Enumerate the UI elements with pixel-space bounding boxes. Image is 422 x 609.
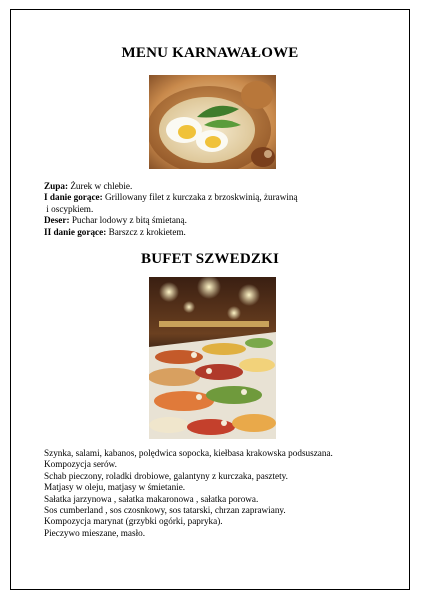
menu-line: Szynka, salami, kabanos, polędwica sopocka, kiełbasa krakowska podsuszana. [44,448,333,458]
menu-line: Kompozycja serów. [44,459,117,470]
bufet-title: BUFET SZWEDZKI [141,251,279,267]
bufet-photo [149,277,276,439]
karnawal-menu-list [44,181,394,238]
menu-line: Zupa: Żurek w chlebie. [44,181,133,191]
menu-line: II danie gorące: Barszcz z krokietem. [44,226,186,237]
menu-line: Kompozycja marynat (grzybki ogórki, papryka). [44,516,223,527]
menu-line: Sos cumberland , sos czosnkowy, sos tatarski, chrzan zaprawiany. [44,505,286,516]
menu-line: Sałatka jarzynowa , sałatka makaronowa , sałatka porowa. [44,493,259,504]
menu-line: I danie gorące: Grillowany filet z kurczaka z brzoskwinią, żurawiną [44,192,298,203]
menu-line: Deser: Puchar lodowy z bitą śmietaną. [44,215,187,226]
bufet-menu-list [44,448,394,539]
menu-line: Pieczywo mieszane, masło. [44,527,146,538]
karnawal-title: MENU KARNAWAŁOWE [121,45,299,61]
menu-line: Matjasy w oleju, matjasy w śmietanie. [44,482,186,493]
menu-line: Schab pieczony, roladki drobiowe, galantyny z kurczaka, pasztety. [44,470,288,481]
zurek-photo [149,75,276,169]
document-page [10,9,410,590]
menu-line: i oscypkiem. [44,203,94,214]
